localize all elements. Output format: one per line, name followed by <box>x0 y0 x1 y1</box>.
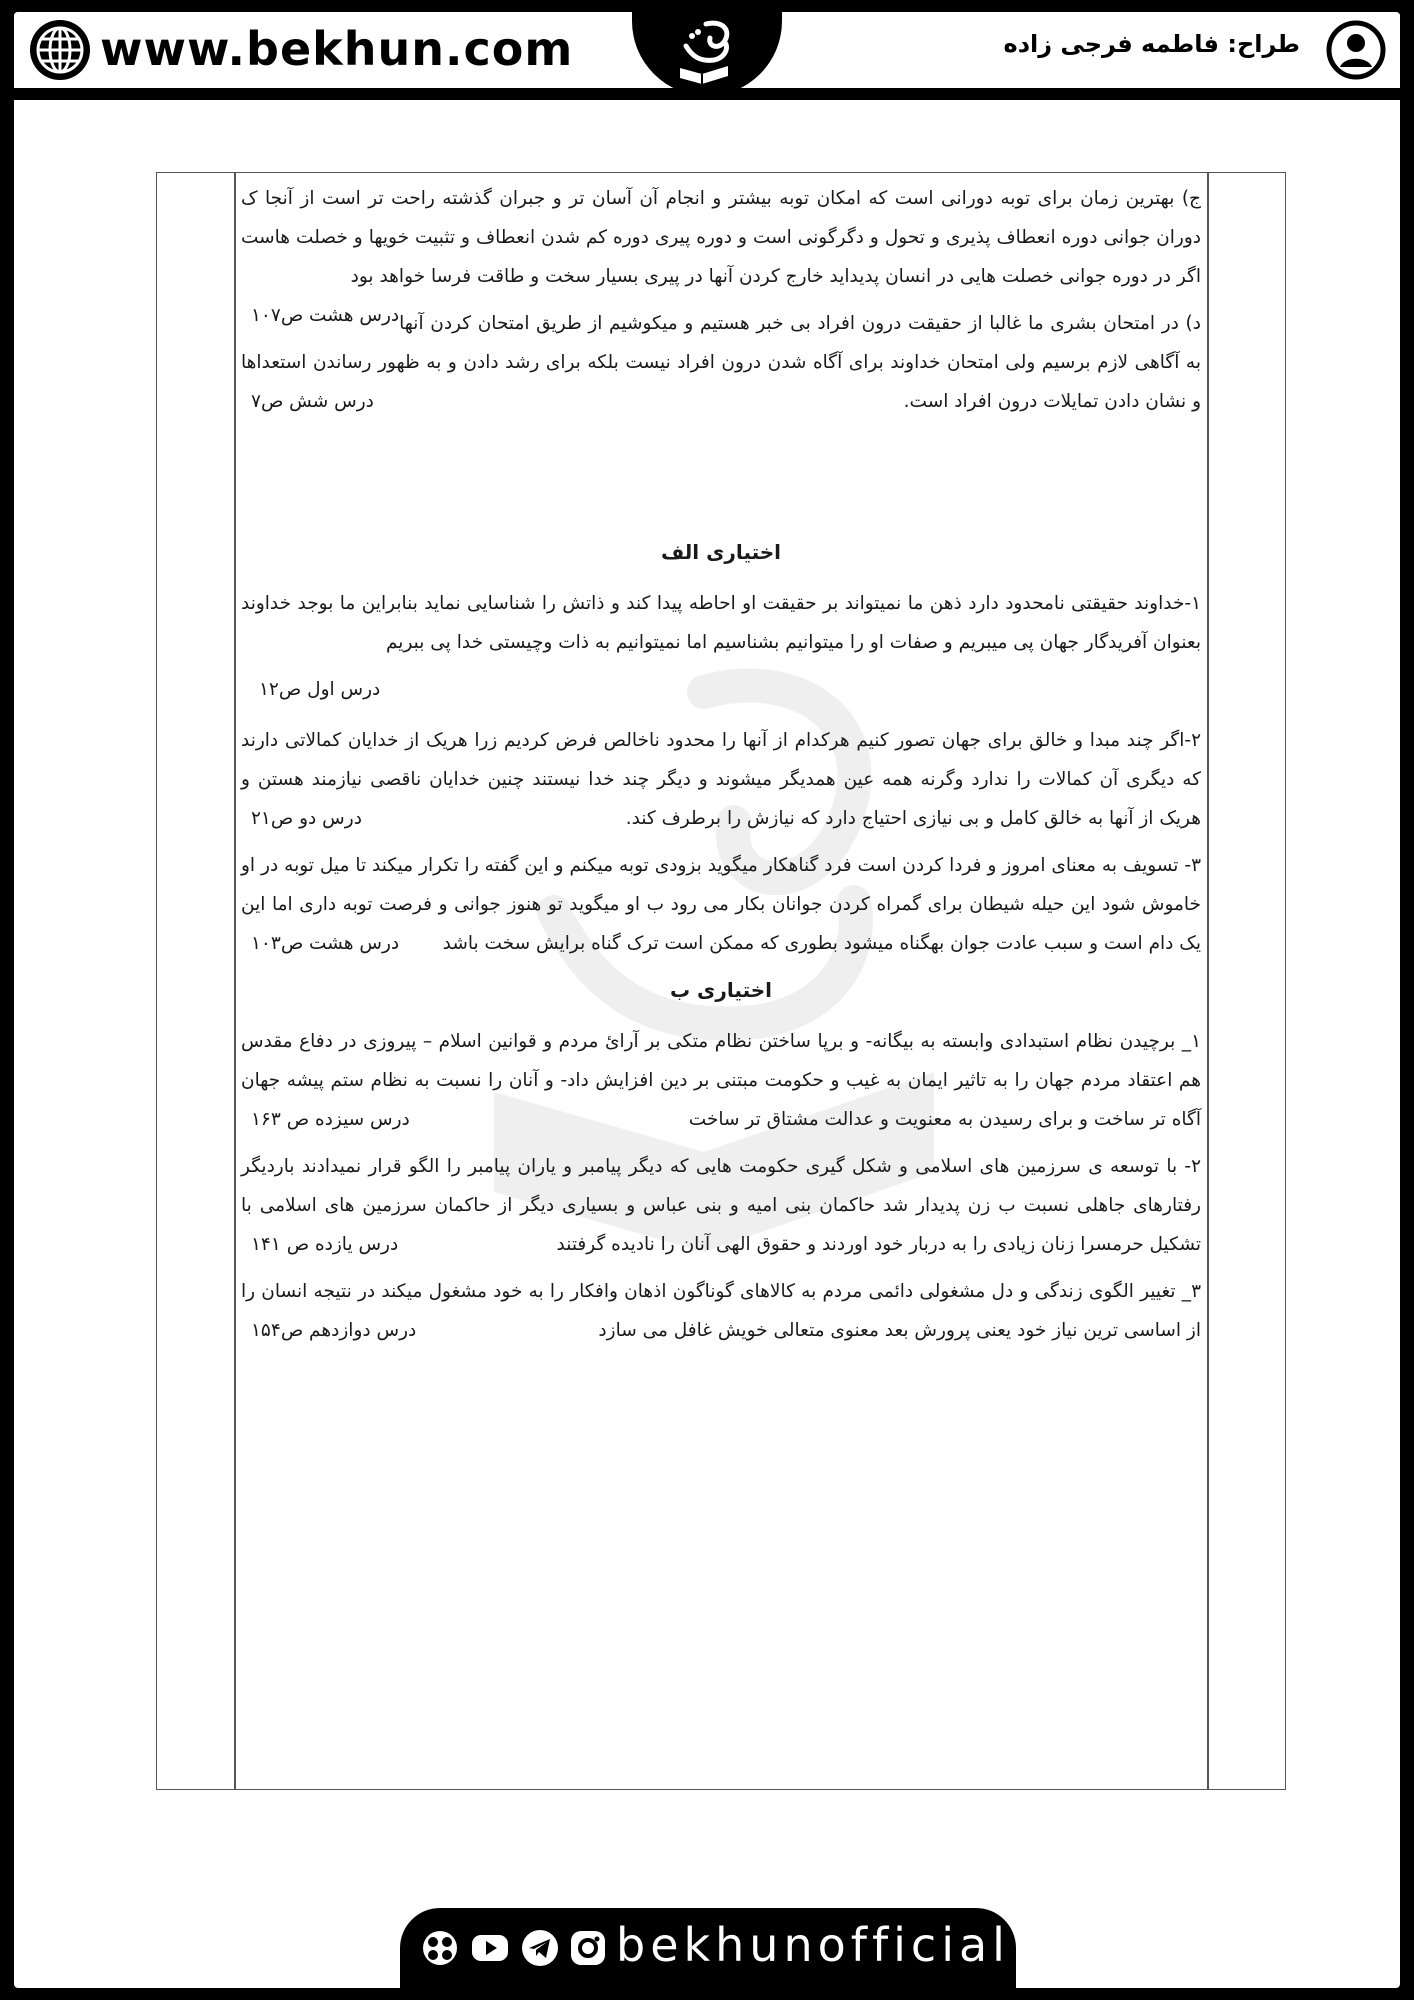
answer-text: ۱-خداوند حقیقتی نامحدود دارد ذهن ما نمیتواند بر حقیقت او احاطه پیدا کند و ذاتش را شناسایی نماید بنابراین ما بوجد خداوند بعنوان آفریدگار جهان پی میبریم و صفات او را میتوانیم بشناسیم اما نمیتوانیم به ذات وچیستی خدا پی ببریم <box>241 593 1201 653</box>
header-divider <box>14 88 1400 100</box>
answer-alef-2 <box>241 721 1201 838</box>
lesson-reference: درس دوازدهم ص۱۵۴ <box>251 1320 417 1341</box>
answer-be-3 <box>241 1272 1201 1350</box>
answer-alef-3 <box>241 846 1201 963</box>
lesson-reference: درس یازده ص ۱۴۱ <box>251 1234 399 1255</box>
answer-text: ۳_ تغییر الگوی زندگی و دل مشغولی دائمی مردم به کالاهای گوناگون اذهان وافکار را به خود مشغول میکند در نتیجه انسان را از اساسی ترین نیاز خود یعنی پرورش بعد معنوی متعالی خویش غافل می سازد <box>241 1281 1201 1341</box>
spacer <box>241 429 1201 533</box>
answer-text: ج) بهترین زمان برای توبه دورانی است که امکان توبه بیشتر و انجام آن آسان تر و جبران گذشته راحت تر است از آنجا ک دوران جوانی دوره انعطاف پذیری و تحول و دگرگونی است و دوره پیری دوره کم شدن انعطاف و تثبیت خویها و خصلت هاست اگر در دوره جوانی خصلت هایی در انسان پدیداید خارج کردن آنها در پیری بسیار سخت و طاقت فرسا خواهد بود <box>241 188 1201 287</box>
answer-text: د) در امتحان بشری ما غالبا از حقیقت درون افراد بی خبر هستیم و میکوشیم از طریق امتحان کردن آنها به آگاهی لازم برسیم ولی امتحان خداوند برای آگاه شدن درون افراد نیست بلکه برای رشد دادن و به ظهور رساندن استعداها و نشان دادن تمایلات درون افراد است. <box>241 313 1201 412</box>
lesson-reference: درس هشت ص۱۰۳ <box>251 933 400 954</box>
answer-text: ۲-اگر چند مبدا و خالق برای جهان تصور کنیم هرکدام از آنها را محدود ناخالص فرض کردیم زرا هریک از خدایان کمالاتی دارند که دیگری آن کمالات را ندارد وگرنه همه عین همدیگر میشوند و دیگر چند خدا نیستند چنین خدایان ناقصی نیازمند هستن و هریک از آنها به خالق کامل و بی نیازی احتیاج دارد که نیازش را برطرف کند. <box>241 730 1201 829</box>
lesson-reference: درس اول ص۱۲ <box>259 679 381 700</box>
youtube-icon[interactable] <box>470 1928 510 1968</box>
lesson-reference: درس سیزده ص ۱۶۳ <box>251 1109 410 1130</box>
aparat-icon[interactable] <box>420 1928 460 1968</box>
logo-tab <box>632 12 782 96</box>
answer-be-2 <box>241 1147 1201 1264</box>
page-sheet <box>14 12 1400 1988</box>
lesson-reference: درس شش ص۷ <box>251 391 374 412</box>
footer-social-bar <box>400 1908 1016 1988</box>
answer-column <box>235 173 1207 1789</box>
bekhun-logo-icon <box>662 16 752 90</box>
answer-be-1 <box>241 1022 1201 1139</box>
user-avatar-icon <box>1326 20 1386 80</box>
answer-text: ۲- با توسعه ی سرزمین های اسلامی و شکل گیری حکومت هایی که دیگر پیامبر و یاران پیامبر را الگو قرار نمیدادند باردیگر رفتارهای جاهلی نسبت ب زن پدیدار شد حاکمان بنی امیه و بنی عباس و بسیاری دیگر از حاکمان سرزمین های اسلامی با تشکیل حرمسرا زنان زیادی را به دربار خود اوردند و حقوق الهی آنان را نادیده گرفتند <box>241 1156 1201 1255</box>
social-handle[interactable]: bekhunofficial <box>616 1918 1010 1972</box>
lesson-reference: درس هشت ص۱۰۷ <box>251 305 400 326</box>
answer-text: ۱_ برچیدن نظام استبدادی وابسته به بیگانه- و برپا ساختن نظام متکی بر آرائ مردم و قوانین اسلام – پیروزی در دفاع مقدس هم اعتقاد مردم جهان را به تاثیر ایمان به غیب و حکومت مبتنی بر دین افزایش داد- و آنان را نسبت به نظام ستم پیشه جهان آگاه تر ساخت و برای رسیدن به معنویت و عدالت مشتاق تر ساخت <box>241 1031 1201 1130</box>
table-column-divider <box>1207 173 1209 1789</box>
exam-table <box>156 172 1286 1790</box>
globe-icon <box>28 18 92 82</box>
answer-alef-1 <box>241 584 1201 662</box>
site-url[interactable]: www.bekhun.com <box>100 22 574 76</box>
answer-jim <box>241 179 1201 326</box>
instagram-icon[interactable] <box>568 1928 608 1968</box>
header-bar <box>14 12 1400 88</box>
section-title-be: اختیاری ب <box>669 978 772 1002</box>
lesson-reference: درس دو ص۲۱ <box>251 808 362 829</box>
telegram-icon[interactable] <box>520 1928 560 1968</box>
answer-text: ۳- تسویف به معنای امروز و فردا کردن است فرد گناهکار میگوید بزودی توبه میکنم و این گفته را تکرار میکند تا میل توبه در او خاموش شود این حیله شیطان برای گمراه کردن جوانان بکار می رود ب او میگوید تو هنوز جوانی و فرصت توبه داری اما این یک دام است و سبب عادت جوان بهگناه میشود بطوری که ممکن است ترک گناه برایش سخت باشد <box>241 855 1201 954</box>
designer-credit: طراح: فاطمه فرجی زاده <box>1003 30 1300 58</box>
section-title-alef: اختیاری الف <box>660 540 782 564</box>
